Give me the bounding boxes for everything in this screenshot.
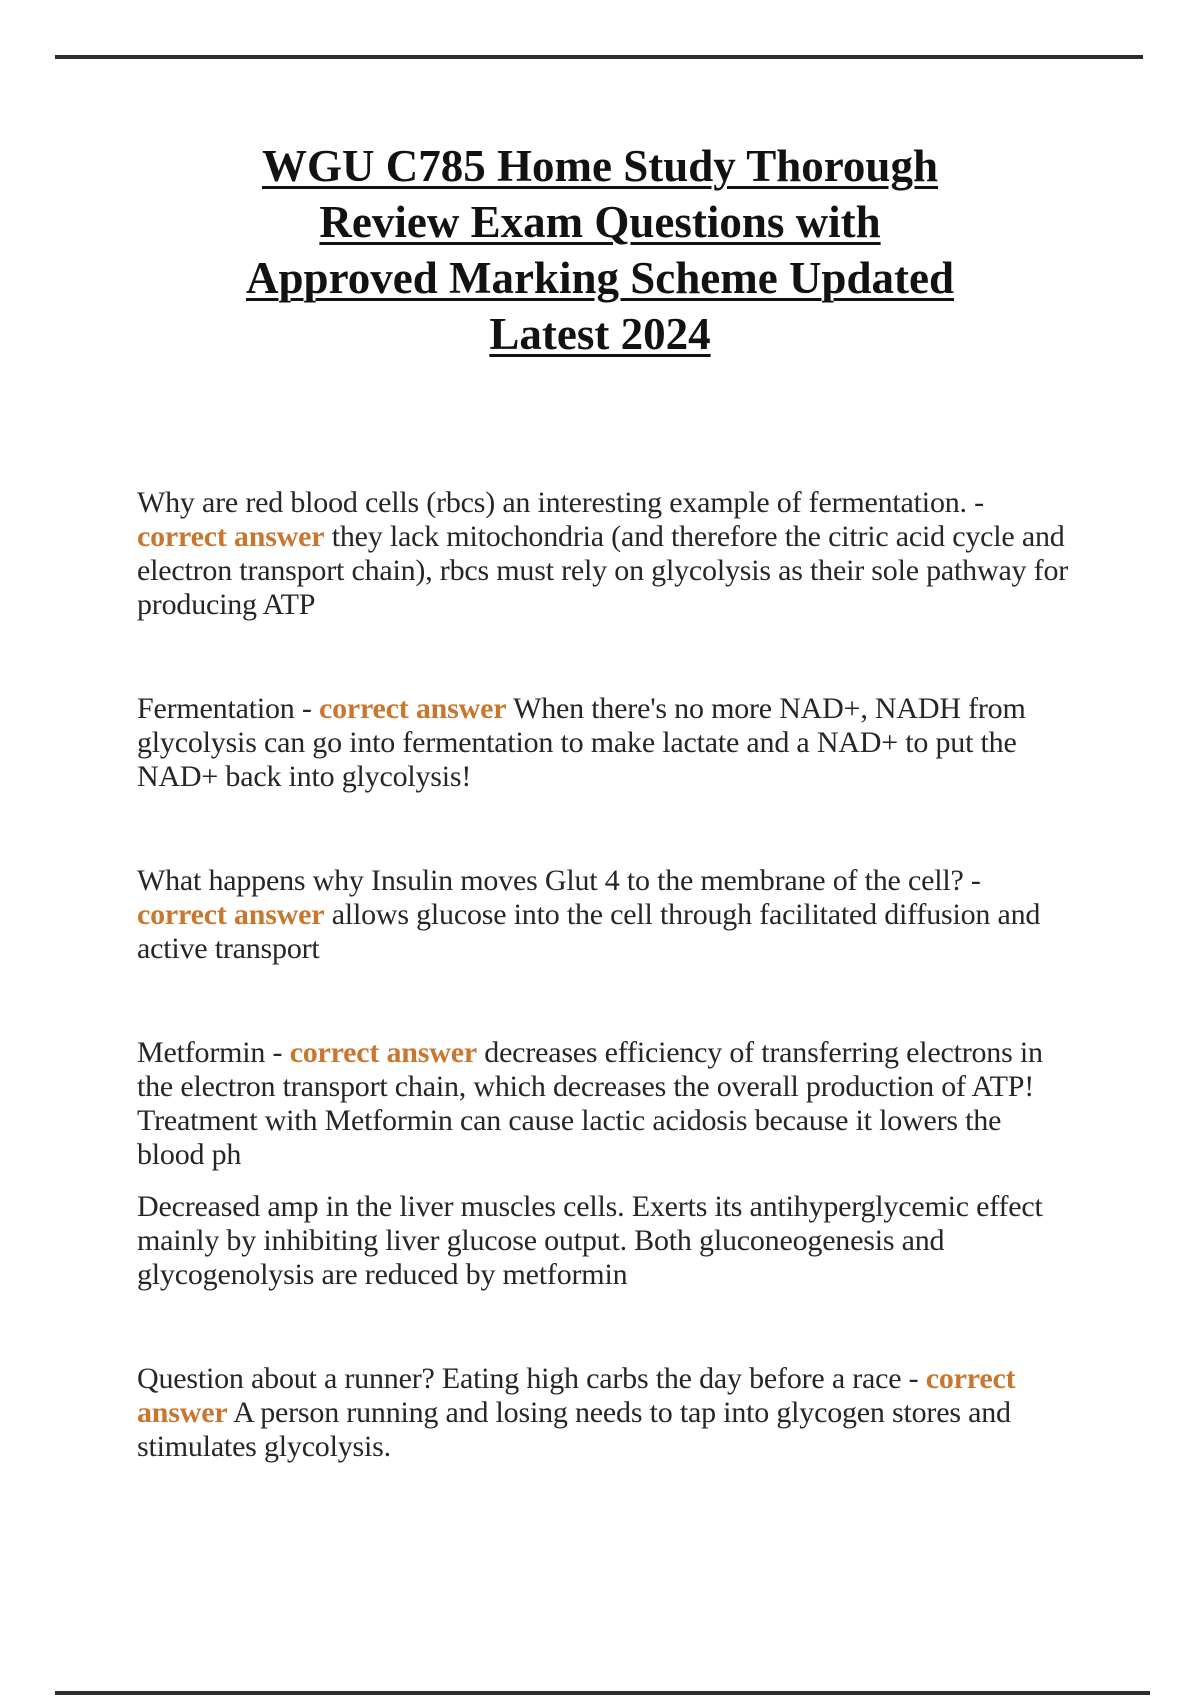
correct-answer-marker: correct answer bbox=[137, 1362, 1016, 1429]
title-line-3: Approved Marking Scheme Updated bbox=[246, 253, 954, 303]
title-line-4: Latest 2024 bbox=[489, 309, 711, 359]
correct-answer-marker: correct answer bbox=[289, 1036, 477, 1069]
qa-paragraph bbox=[137, 486, 1072, 622]
question-text: Question about a runner? Eating high carbs the day before a race - bbox=[137, 1362, 926, 1395]
answer-text: they lack mitochondria (and therefore the citric acid cycle and electron transport chain), rbcs must rely on glycolysis as their sole pathway for producing ATP bbox=[137, 520, 1069, 621]
top-rule bbox=[55, 55, 1143, 59]
title-line-2: Review Exam Questions with bbox=[319, 197, 881, 247]
document-body bbox=[137, 486, 1072, 1464]
question-text: Metformin - bbox=[137, 1036, 290, 1069]
document-title bbox=[110, 138, 1090, 362]
answer-text: decreases efficiency of transferring electrons in the electron transport chain, which decreases the overall production of ATP! Treatment with Metformin can cause lactic acidosis because it lowers the blood ph bbox=[137, 1036, 1043, 1171]
qa-paragraph bbox=[137, 1036, 1072, 1172]
bottom-rule bbox=[55, 1691, 1150, 1695]
question-text: Why are red blood cells (rbcs) an interesting example of fermentation. - bbox=[137, 486, 984, 519]
title-line-1: WGU C785 Home Study Thorough bbox=[262, 141, 938, 191]
answer-text: A person running and losing needs to tap into glycogen stores and stimulates glycolysis. bbox=[137, 1396, 1011, 1463]
correct-answer-marker: correct answer bbox=[137, 898, 325, 931]
correct-answer-marker: correct answer bbox=[318, 692, 507, 725]
answer-text: When there's no more NAD+, NADH from glycolysis can go into fermentation to make lactate and a NAD+ to put the NAD+ back into glycolysis! bbox=[137, 692, 1026, 793]
question-text: What happens why Insulin moves Glut 4 to the membrane of the cell? - bbox=[137, 864, 981, 897]
question-text: Fermentation - bbox=[137, 692, 319, 725]
qa-paragraph bbox=[137, 1190, 1072, 1292]
correct-answer-marker: correct answer bbox=[137, 520, 325, 553]
qa-paragraph bbox=[137, 692, 1072, 794]
answer-text: allows glucose into the cell through facilitated diffusion and active transport bbox=[137, 898, 1041, 965]
qa-paragraph bbox=[137, 864, 1072, 966]
qa-paragraph bbox=[137, 1362, 1072, 1464]
question-text: Decreased amp in the liver muscles cells. Exerts its antihyperglycemic effect mainly by inhibiting liver glucose output. Both gluconeogenesis and glycogenolysis are reduced by metformin bbox=[137, 1190, 1043, 1291]
